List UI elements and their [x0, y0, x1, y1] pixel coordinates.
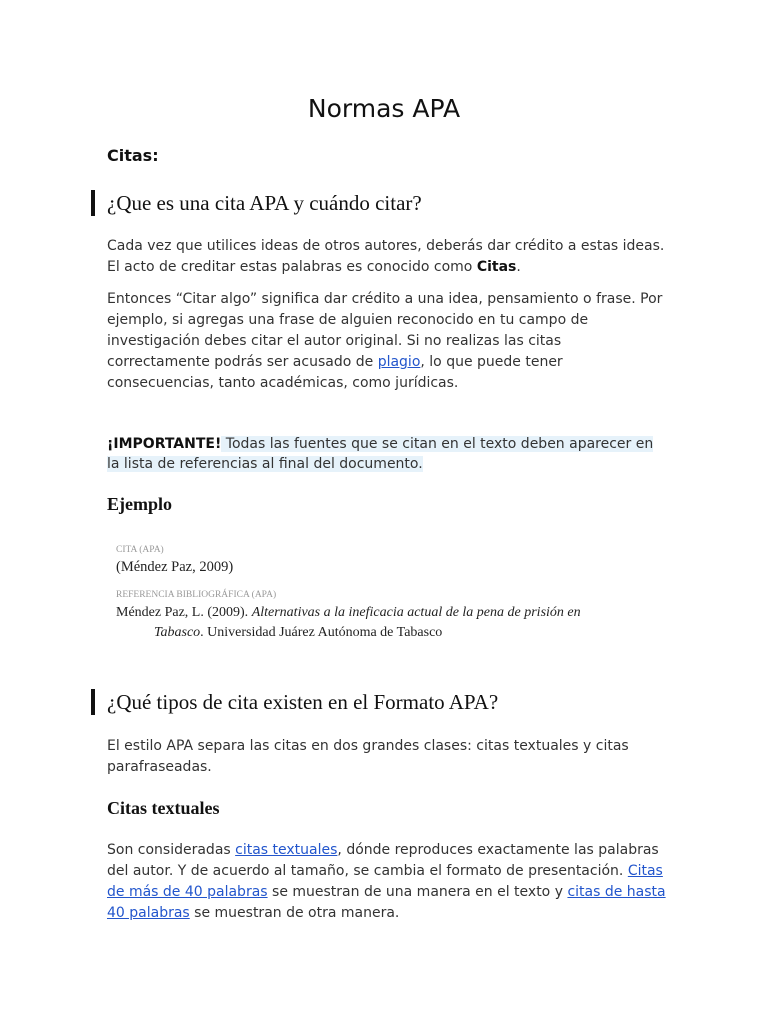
link-citas-textuales[interactable]: citas textuales — [235, 842, 338, 858]
ref-title-cont: Tabasco — [154, 625, 201, 640]
paragraph-citar — [107, 289, 667, 394]
text-span: se muestran de otra manera. — [189, 905, 400, 921]
section-label: Citas: — [107, 146, 159, 165]
example-block — [116, 545, 676, 643]
link-citas-mas-40[interactable]: Citas de más de 40 palabras — [107, 863, 663, 900]
important-text: Todas las fuentes que se citan en el texto deben aparecer en la lista de referencias al final del documento. — [107, 436, 654, 472]
ref-author: Méndez Paz, L. (2009). — [116, 605, 252, 620]
cita-label: CITA (APA) — [116, 545, 164, 555]
cita-text: (Méndez Paz, 2009) — [116, 559, 234, 575]
heading-ejemplo: Ejemplo — [107, 494, 172, 514]
ref-publisher: . Universidad Juárez Autónoma de Tabasco — [200, 625, 443, 640]
heading-bar — [91, 190, 95, 216]
paragraph-textuales — [107, 840, 667, 924]
heading-bar — [91, 689, 95, 715]
bold-text: Citas — [476, 259, 517, 275]
important-label: ¡IMPORTANTE! — [107, 436, 222, 452]
paragraph-estilo: El estilo APA separa las citas en dos grandes clases: citas textuales y citas parafraseadas. — [107, 738, 629, 775]
page-title: Normas APA — [307, 94, 461, 123]
text-span: Cada vez que utilices ideas de otros autores, deberás dar crédito a estas ideas. El acto de creditar estas palabras es conocido como — [107, 238, 665, 275]
ref-label: REFERENCIA BIBLIOGRÁFICA (APA) — [116, 590, 277, 600]
text-span: , dónde reproduces exactamente las palabras del autor. Y de acuerdo al tamaño, se cambia el formato de presentación. — [107, 842, 659, 879]
important-note — [107, 434, 667, 474]
text-span: se muestran de una manera en el texto y — [267, 884, 568, 900]
ref-text — [116, 603, 676, 643]
text-span: Son consideradas — [107, 842, 236, 858]
text-span: , lo que puede tener consecuencias, tanto académicas, como jurídicas. — [107, 354, 563, 391]
heading-citas-textuales: Citas textuales — [107, 798, 220, 818]
paragraph-intro — [107, 236, 667, 278]
heading-tipos-cita: ¿Qué tipos de cita existen en el Formato APA? — [107, 690, 499, 714]
heading-que-es-cita: ¿Que es una cita APA y cuándo citar? — [107, 191, 422, 215]
link-plagio[interactable]: plagio — [377, 354, 421, 370]
link-citas-hasta-40[interactable]: citas de hasta 40 palabras — [107, 884, 666, 921]
text-span: Entonces “Citar algo” significa dar crédito a una idea, pensamiento o frase. Por ejemplo, si agregas una frase de alguien reconocido en tu campo de investigación debes citar el autor original. Si no realizas las citas correctamente podrás ser acusado de — [107, 291, 663, 370]
text-span: . — [516, 259, 521, 275]
ref-title: Alternativas a la ineficacia actual de la pena de prisión en — [251, 605, 581, 620]
